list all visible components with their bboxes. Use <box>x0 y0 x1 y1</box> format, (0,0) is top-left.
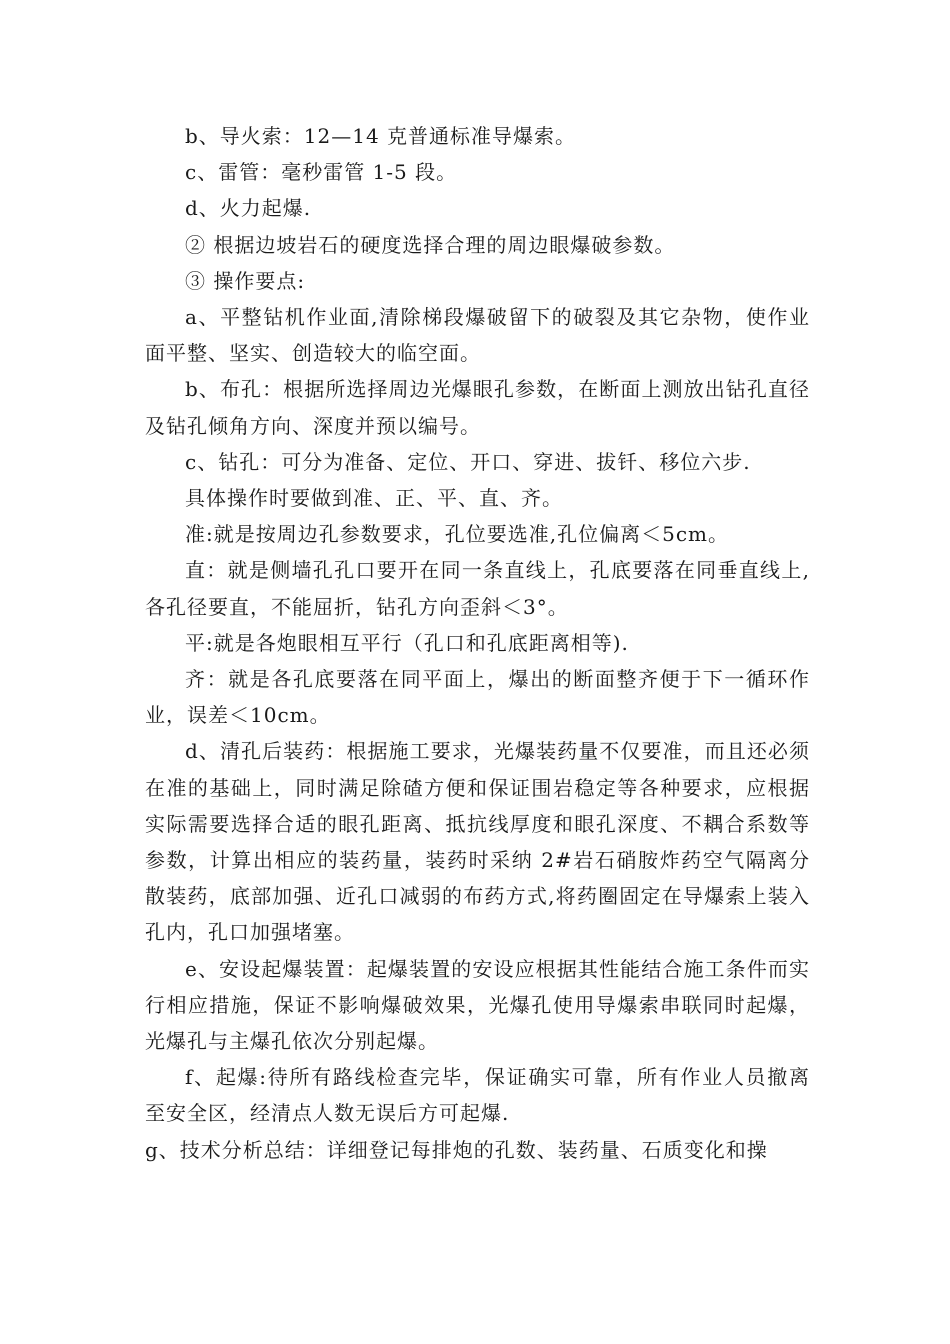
paragraph-level-work-surface: a、平整钻机作业面,清除梯段爆破留下的破裂及其它杂物，使作业面平整、坚实、创造较大的临空面。 <box>145 305 810 366</box>
paragraph-technical-summary: g、技术分析总结：详细登记每排炮的孔数、装药量、石质变化和操 <box>145 1137 768 1162</box>
paragraph-perimeter-parameters: ② 根据边坡岩石的硬度选择合理的周边眼爆破参数。 <box>185 232 676 257</box>
paragraph-initiation-device: e、安设起爆装置：起爆装置的安设应根据其性能结合施工条件而实行相应措施，保证不影响爆破效果，光爆孔使用导爆索串联同时起爆，光爆孔与主爆孔依次分别起爆。 <box>145 956 810 1054</box>
paragraph-fire-initiation: d、火力起爆. <box>185 196 312 221</box>
paragraph-hole-layout: b、布孔：根据所选择周边光爆眼孔参数，在断面上测放出钻孔直径及钻孔倾角方向、深度并预以编号。 <box>145 377 810 438</box>
paragraph-operation-points: ③ 操作要点: <box>185 268 306 293</box>
paragraph-detonator: c、雷管：毫秒雷管 1-5 段。 <box>185 160 458 185</box>
document-body <box>145 118 810 1168</box>
paragraph-accurate: 准:就是按周边孔参数要求，孔位要选准,孔位偏离＜5cm。 <box>185 522 729 547</box>
paragraph-blasting: f、起爆:待所有路线检查完毕，保证确实可靠，所有作业人员撤离至安全区，经清点人数无误后方可起爆. <box>145 1065 810 1126</box>
paragraph-parallel: 平:就是各炮眼相互平行（孔口和孔底距离相等). <box>185 630 629 655</box>
paragraph-charging: d、清孔后装药：根据施工要求，光爆装药量不仅要准，而且还必须在准的基础上，同时满足除碴方便和保证围岩稳定等各种要求，应根据实际需要选择合适的眼孔距离、抵抗线厚度和眼孔深度、不耦合系数等参数，计算出相应的装药量，装药时采纳 2#岩石硝胺炸药空气隔离分散装药，底部加强、近孔口减弱的布药方式,将药圈固定在导爆索上装入孔内，孔口加强堵塞。 <box>145 739 810 945</box>
paragraph-even: 齐：就是各孔底要落在同平面上，爆出的断面整齐便于下一循环作业，误差＜10cm。 <box>145 667 810 728</box>
paragraph-detonating-cord: b、导火索：12—14 克普通标准导爆索。 <box>185 124 577 148</box>
paragraph-drilling: c、钻孔：可分为准备、定位、开口、穿进、拔钎、移位六步. <box>185 449 751 474</box>
paragraph-straight: 直：就是侧墙孔孔口要开在同一条直线上，孔底要落在同垂直线上,各孔径要直，不能屈折，钻孔方向歪斜＜3°。 <box>145 558 810 619</box>
paragraph-drilling-requirements: 具体操作时要做到准、正、平、直、齐。 <box>185 486 563 511</box>
